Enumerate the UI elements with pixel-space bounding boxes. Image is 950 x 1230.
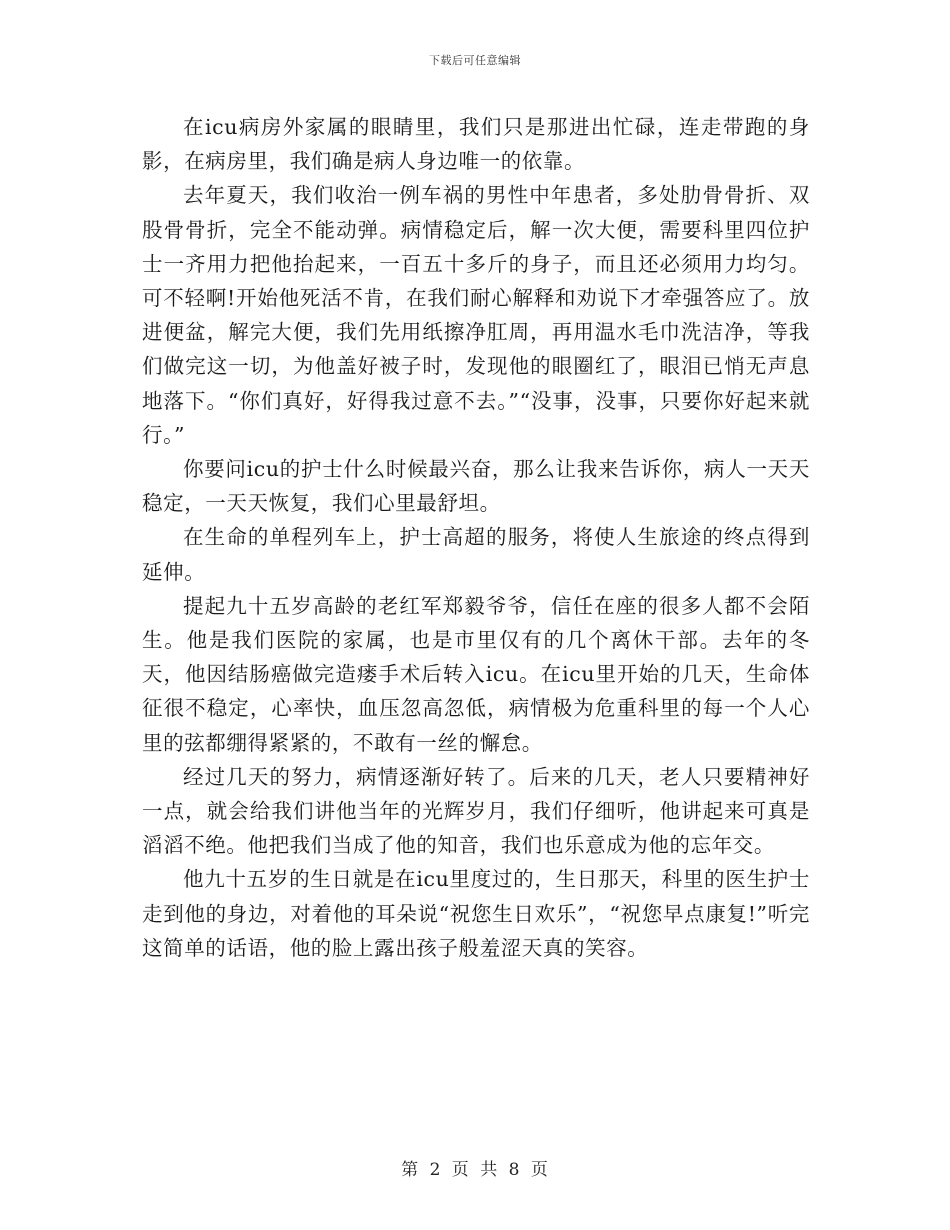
document-body xyxy=(142,110,810,965)
page-number-footer: 第 2 页 共 8 页 xyxy=(401,1160,549,1180)
paragraph: 他九十五岁的生日就是在icu里度过的，生日那天，科里的医生护士走到他的身边，对着他的耳朵说“祝您生日欢乐”，“祝您早点康复!”听完这简单的话语，他的脸上露出孩子般羞涩天真的笑容。 xyxy=(142,867,810,960)
paragraph: 提起九十五岁高龄的老红军郑毅爷爷，信任在座的很多人都不会陌生。他是我们医院的家属，也是市里仅有的几个离休干部。去年的冬天，他因结肠癌做完造瘘手术后转入icu。在icu里开始的几天，生命体征很不稳定，心率快，血压忽高忽低，病情极为危重科里的每一个人心里的弦都绷得紧紧的，不敢有一丝的懈怠。 xyxy=(142,593,810,755)
page-header: 下载后可任意编辑 xyxy=(429,54,521,67)
paragraph: 去年夏天，我们收治一例车祸的男性中年患者，多处肋骨骨折、双股骨骨折，完全不能动弹。病情稳定后，解一次大便，需要科里四位护士一齐用力把他抬起来，一百五十多斤的身子，而且还必须用力均匀。可不轻啊!开始他死活不肯，在我们耐心解释和劝说下才牵强答应了。放进便盆，解完大便，我们先用纸擦净肛周，再用温水毛巾洗洁净，等我们做完这一切，为他盖好被子时，发现他的眼圈红了，眼泪已悄无声息地落下。“你们真好，好得我过意不去。”“没事，没事，只要你好起来就行。” xyxy=(142,183,810,447)
paragraph: 在icu病房外家属的眼睛里，我们只是那进出忙碌，连走带跑的身影，在病房里，我们确是病人身边唯一的依靠。 xyxy=(142,115,810,174)
paragraph: 你要问icu的护士什么时候最兴奋，那么让我来告诉你，病人一天天稳定，一天天恢复，我们心里最舒坦。 xyxy=(142,457,810,516)
paragraph: 在生命的单程列车上，护士高超的服务，将使人生旅途的终点得到延伸。 xyxy=(142,525,810,584)
paragraph: 经过几天的努力，病情逐渐好转了。后来的几天，老人只要精神好一点，就会给我们讲他当年的光辉岁月，我们仔细听，他讲起来可真是滔滔不绝。他把我们当成了他的知音，我们也乐意成为他的忘年交。 xyxy=(142,764,810,858)
